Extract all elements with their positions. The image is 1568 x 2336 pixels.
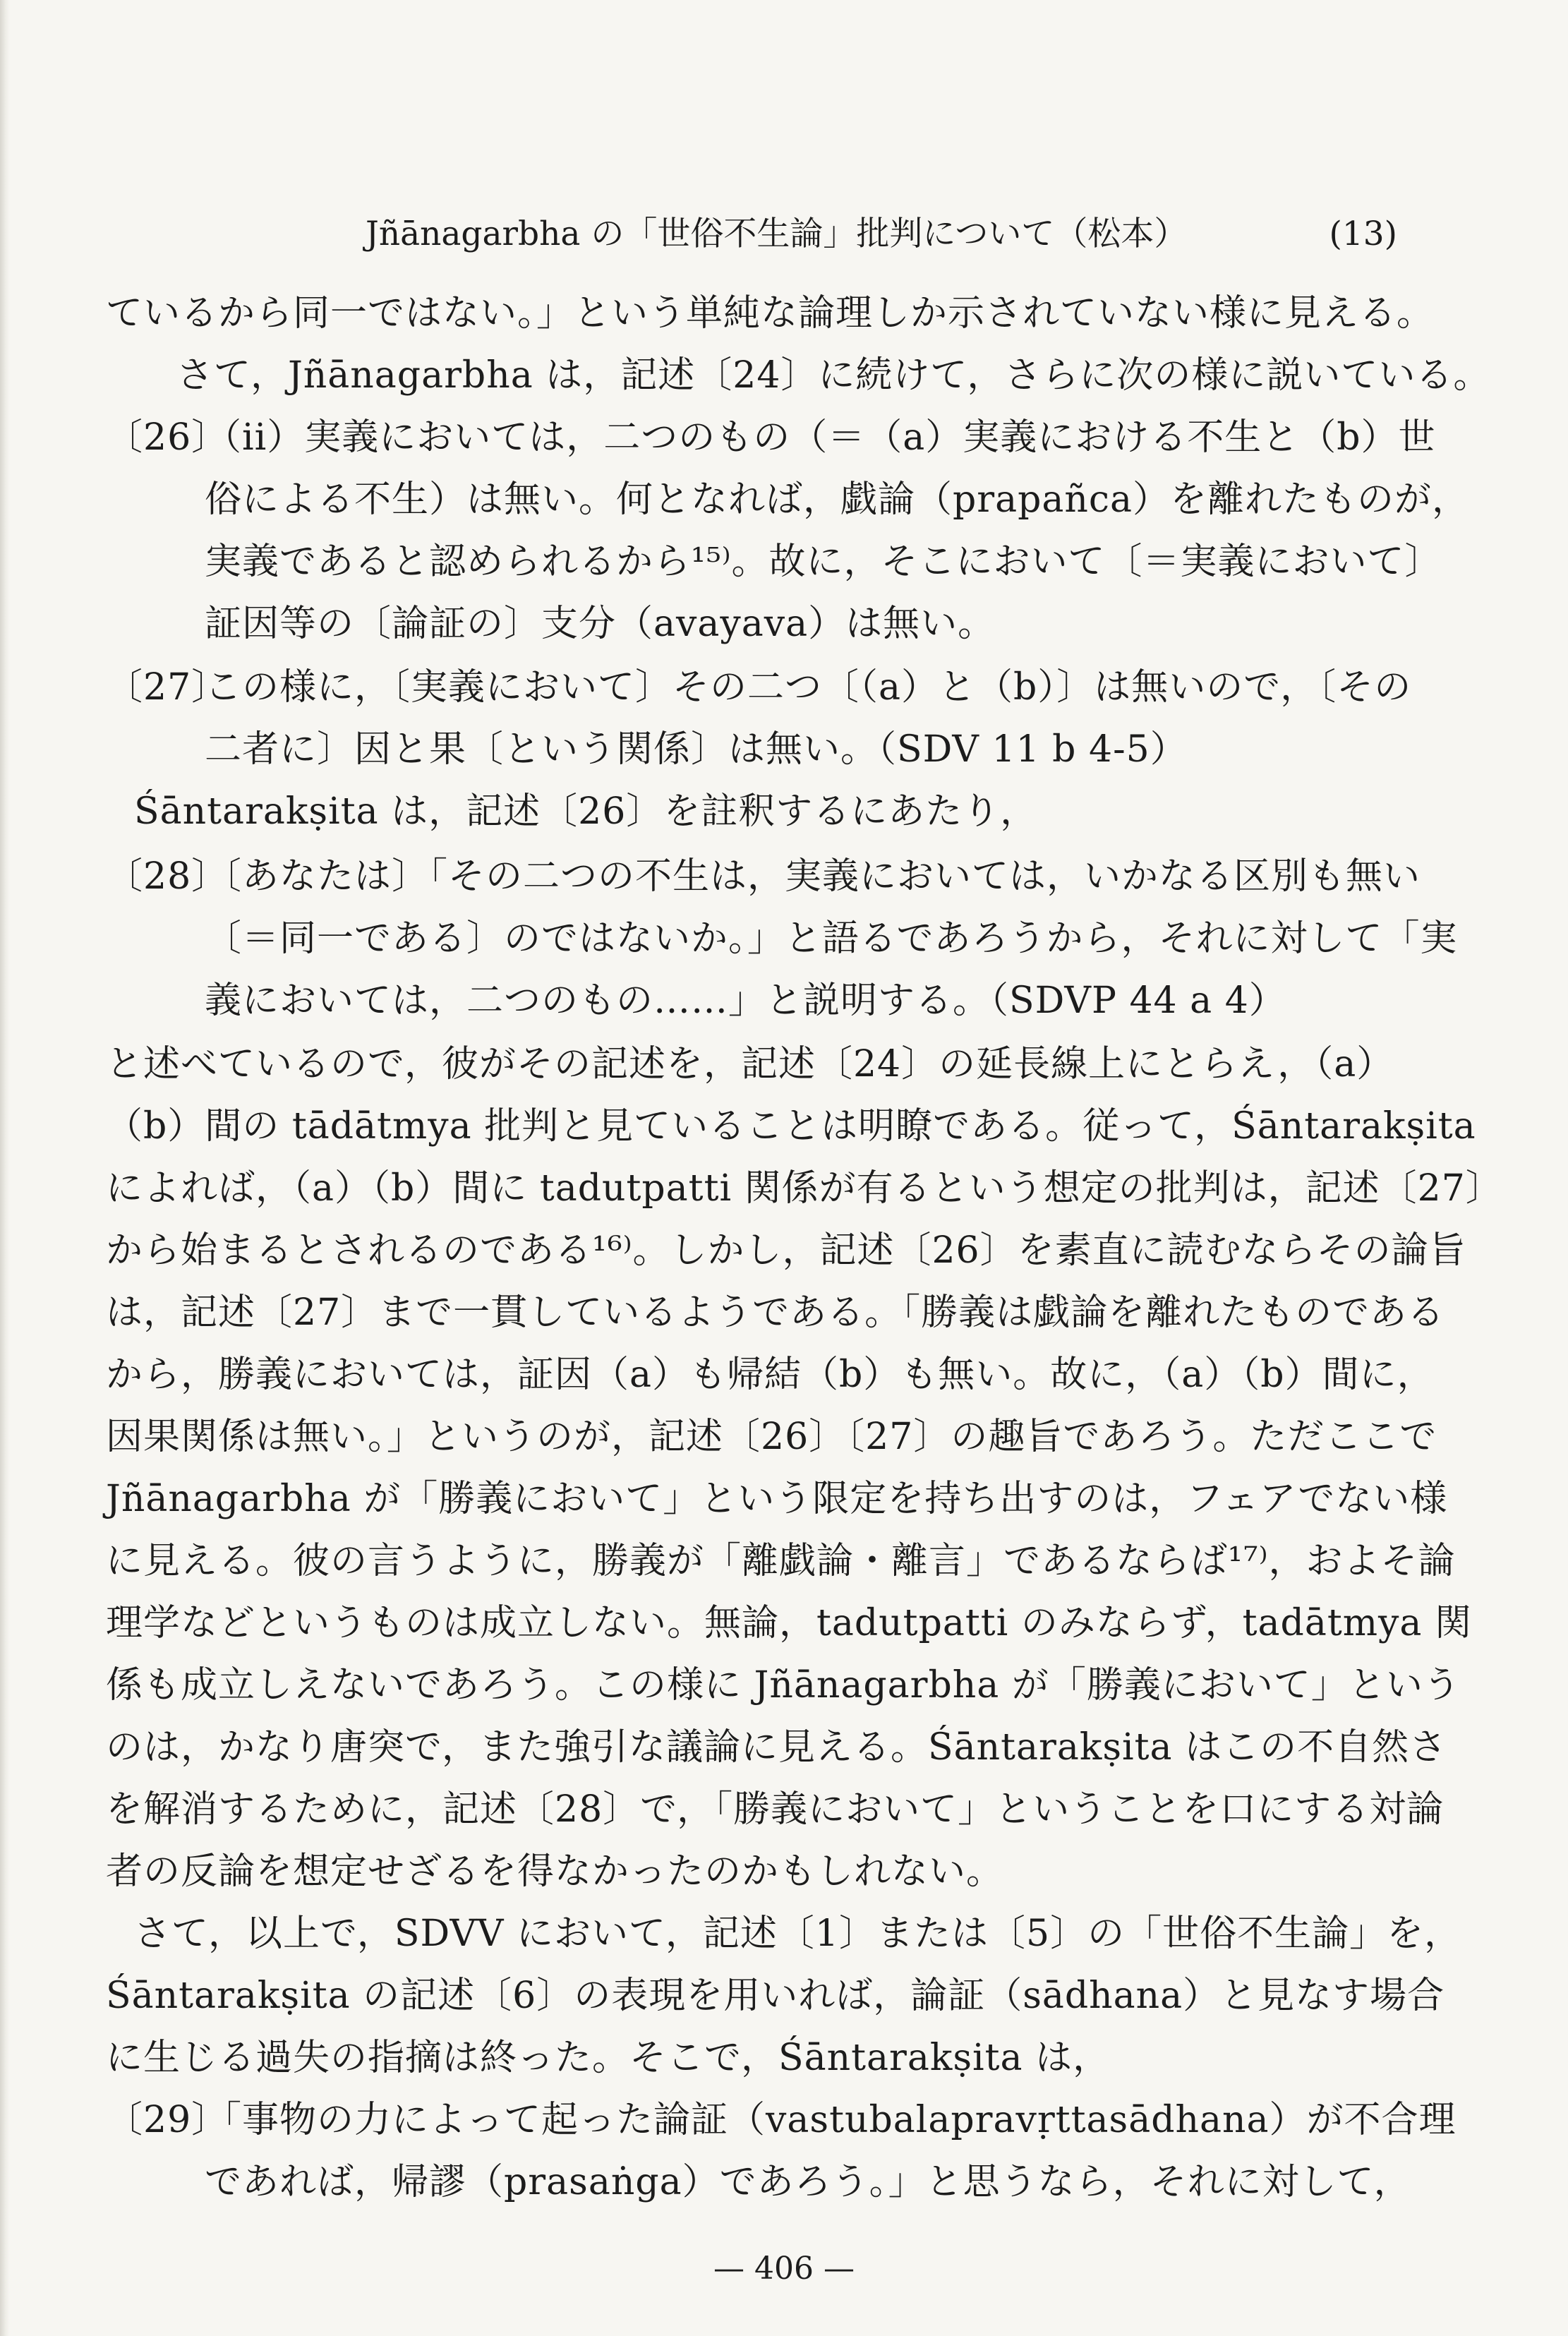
text-line: によれば，（a）（b）間に tadutpatti 関係が有るという想定の批判は，記述〔27〕	[106, 1167, 1503, 1210]
running-title: Jñānagarbha の「世俗不生論」批判について（松本）	[366, 215, 1188, 253]
text-line: から始まるとされるのである¹⁶⁾。しかし，記述〔26〕を素直に読むならその論旨	[106, 1229, 1466, 1272]
text-line: に生じる過失の指摘は終った。そこで，Śāntarakṣita は，	[106, 2037, 1111, 2079]
text-line: 因果関係は無い。」というのが，記述〔26〕〔27〕の趣旨であろう。ただここで	[106, 1416, 1437, 1458]
quote-26-line: 実義であると認められるから¹⁵⁾。故に，そこにおいて〔＝実義において〕	[205, 541, 1442, 583]
text-line: と述べているので，彼がその記述を，記述〔24〕の延長線上にとらえ，（a）	[106, 1043, 1394, 1085]
paragraph-start: さて，Jñānagarbha は，記述〔24〕に続けて，さらに次の様に説いている。	[176, 354, 1491, 397]
quote-number-27: 〔27〕	[106, 666, 229, 709]
text-line: に見える。彼の言うように，勝義が「離戯論・離言」であるならば¹⁷⁾，およそ論	[106, 1540, 1456, 1582]
quote-number-26: 〔26〕	[106, 416, 229, 459]
quote-27-line: この様に，〔実義において〕その二つ〔（a）と（b）〕は無いので，〔その	[205, 666, 1412, 709]
text-line: Jñānagarbha が「勝義において」という限定を持ち出すのは，フェアでない様	[106, 1478, 1448, 1520]
quote-26-line: （ii）実義においては，二つのもの（＝（a）実義における不生と（b）世	[205, 416, 1436, 459]
quote-28-line: 〔あなたは〕「その二つの不生は，実義においては，いかなる区別も無い	[205, 855, 1421, 898]
text-line: のは，かなり唐突で，また強引な議論に見える。Śāntarakṣita はこの不自然さ	[106, 1726, 1447, 1769]
journal-page-number: (13)	[1329, 215, 1397, 253]
text-line: 係も成立しえないであろう。この様に Jñānagarbha が「勝義において」という	[106, 1664, 1461, 1706]
running-header	[106, 206, 1397, 263]
quote-29-line: 「事物の力によって起った論証（vastubalapravṛttasādhana）が不合理	[205, 2099, 1457, 2141]
quote-27-line: 二者に〕因と果〔という関係〕は無い。（SDV 11 b 4-5）	[205, 728, 1188, 771]
quote-number-29: 〔29〕	[106, 2099, 229, 2141]
quote-28-line: 〔＝同一である〕のではないか。」と語るであろうから，それに対して「実	[205, 917, 1458, 960]
text-line: ているから同一ではない。」という単純な論理しか示されていない様に見える。	[106, 292, 1435, 335]
paragraph-start: Śāntarakṣita は，記述〔26〕を註釈するにあたり，	[134, 790, 1038, 833]
quote-28-line: 義においては，二つのもの……」と説明する。（SDVP 44 a 4）	[205, 980, 1286, 1022]
quote-number-28: 〔28〕	[106, 855, 229, 898]
text-line: 者の反論を想定せざるを得なかったのかもしれない。	[106, 1850, 1004, 1893]
page-number: — 406 —	[713, 2251, 855, 2287]
quote-29-line: であれば，帰謬（prasaṅga）であろう。」と思うなら，それに対して，	[205, 2161, 1411, 2203]
text-line: を解消するために，記述〔28〕で，「勝義において」ということを口にする対論	[106, 1788, 1445, 1831]
paragraph-start: さて，以上で，SDVV において，記述〔1〕または〔5〕の「世俗不生論」を，	[134, 1913, 1462, 1955]
text-line: 理学などというものは成立しない。無論，tadutpatti のみならず，tadātmya 関	[106, 1602, 1472, 1644]
text-line: Śāntarakṣita の記述〔6〕の表現を用いれば，論証（sādhana）と見なす場合	[106, 1975, 1445, 2017]
text-line: は，記述〔27〕まで一貫しているようである。「勝義は戯論を離れたものである	[106, 1292, 1445, 1334]
quote-26-line: 証因等の〔論証の〕支分（avayava）は無い。	[205, 603, 996, 645]
text-line: から，勝義においては，証因（a）も帰結（b）も無い。故に，（a）（b）間に，	[106, 1354, 1435, 1396]
scan-edge	[0, 0, 10, 2336]
text-line: （b）間の tādātmya 批判と見ていることは明瞭である。従って，Śāntarakṣita	[106, 1105, 1476, 1148]
quote-26-line: 俗による不生）は無い。何となれば，戯論（prapañca）を離れたものが，	[205, 478, 1470, 521]
page-footer	[0, 2244, 1568, 2294]
